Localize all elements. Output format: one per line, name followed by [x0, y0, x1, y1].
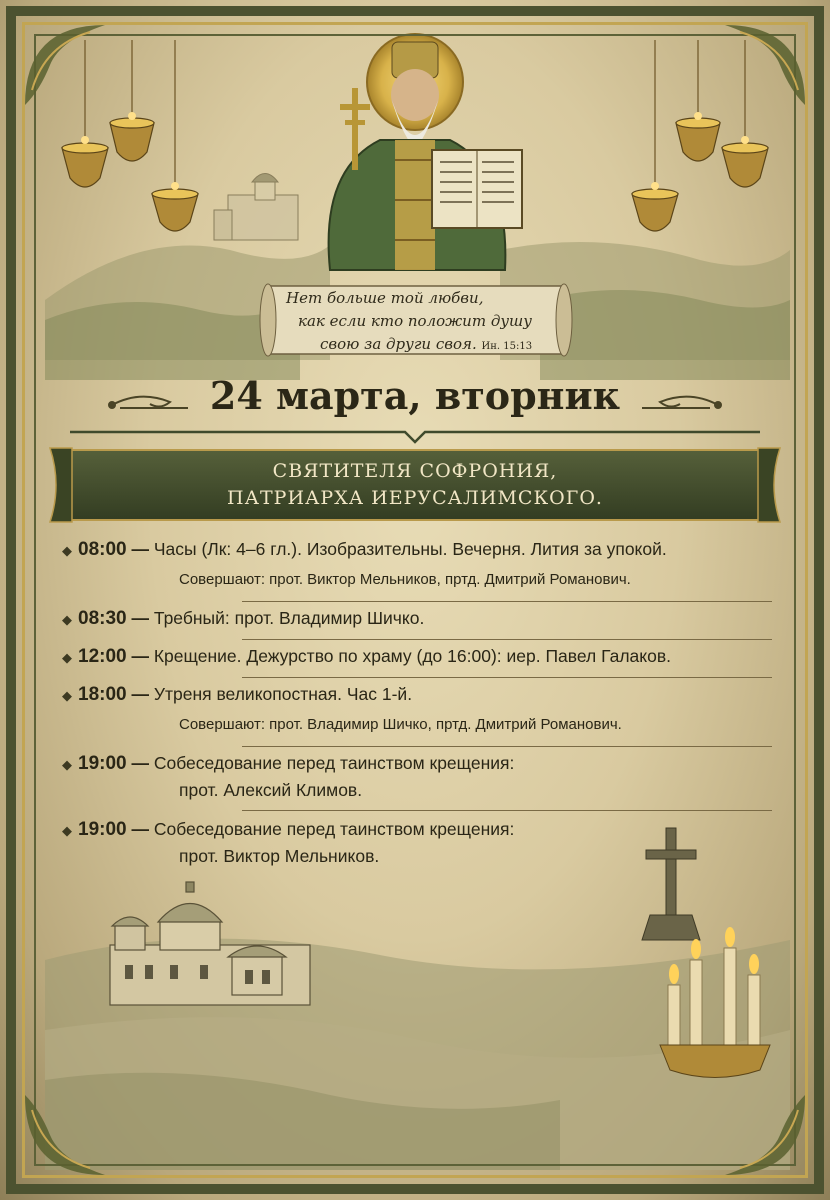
schedule-item: [62, 753, 782, 775]
schedule-item: [62, 608, 782, 630]
corner-ornament-top-left-icon: [20, 20, 110, 110]
schedule-text: Собеседование перед таинством крещения:: [153, 819, 515, 839]
corner-ornament-bottom-left-icon: [20, 1090, 110, 1180]
schedule-dash: —: [131, 753, 149, 773]
schedule-dash: —: [131, 539, 149, 559]
divider: [242, 810, 772, 811]
schedule-subtext: Совершают: прот. Виктор Мельников, пртд. Дмитрий Романович.: [179, 571, 631, 588]
diamond-bullet-icon: ◆: [62, 543, 72, 558]
schedule-time: 19:00: [78, 753, 127, 774]
schedule-continuation: прот. Виктор Мельников.: [179, 846, 380, 866]
feast-line-2: ПАТРИАРХА ИЕРУСАЛИМСКОГО.: [227, 487, 603, 509]
schedule-text: Требный: прот. Владимир Шичко.: [153, 608, 425, 628]
divider: [242, 677, 772, 678]
scripture-quote: [268, 283, 564, 355]
quote-line-1: Нет больше той любви,: [286, 289, 484, 307]
schedule-dash: —: [131, 608, 149, 628]
schedule-subtext: Совершают: прот. Владимир Шичко, пртд. Дмитрий Романович.: [179, 716, 622, 733]
schedule-text: Собеседование перед таинством крещения:: [153, 753, 515, 773]
schedule-time: 12:00: [78, 646, 127, 667]
schedule-dash: —: [131, 646, 149, 666]
schedule-dash: —: [131, 819, 149, 839]
schedule-time: 19:00: [78, 819, 127, 840]
diamond-bullet-icon: ◆: [62, 650, 72, 665]
schedule-text: Крещение. Дежурство по храму (до 16:00): иер. Павел Галаков.: [153, 646, 672, 666]
divider: [242, 601, 772, 602]
divider: [242, 639, 772, 640]
diamond-bullet-icon: ◆: [62, 757, 72, 772]
schedule-item: [62, 539, 782, 561]
schedule-continuation: прот. Алексий Климов.: [179, 780, 363, 800]
inner-frame: [34, 34, 796, 1166]
date-title: 24 марта, вторник: [209, 373, 621, 418]
divider: [242, 746, 772, 747]
schedule-time: 18:00: [78, 684, 127, 705]
schedule-item: [62, 684, 782, 706]
schedule-item: [62, 819, 782, 841]
schedule-item: [62, 646, 782, 668]
quote-line-2: как если кто положит душу: [298, 312, 532, 330]
diamond-bullet-icon: ◆: [62, 823, 72, 838]
schedule-text: Часы (Лк: 4–6 гл.). Изобразительны. Вечерня. Лития за упокой.: [153, 539, 667, 559]
schedule-text: Утреня великопостная. Час 1-й.: [153, 684, 413, 704]
diamond-bullet-icon: ◆: [62, 688, 72, 703]
quote-line-3: [286, 333, 556, 358]
feast-line-1: СВЯТИТЕЛЯ СОФРОНИЯ,: [272, 460, 558, 482]
quote-line-3-text: свою за други своя.: [320, 335, 477, 353]
schedule-time: 08:00: [78, 539, 127, 560]
corner-ornament-top-right-icon: [720, 20, 810, 110]
schedule-time: 08:30: [78, 608, 127, 629]
quote-reference: Ин. 15:13: [481, 341, 533, 352]
diamond-bullet-icon: ◆: [62, 612, 72, 627]
schedule-dash: —: [131, 684, 149, 704]
corner-ornament-bottom-right-icon: [720, 1090, 810, 1180]
feast-banner: [70, 450, 760, 520]
